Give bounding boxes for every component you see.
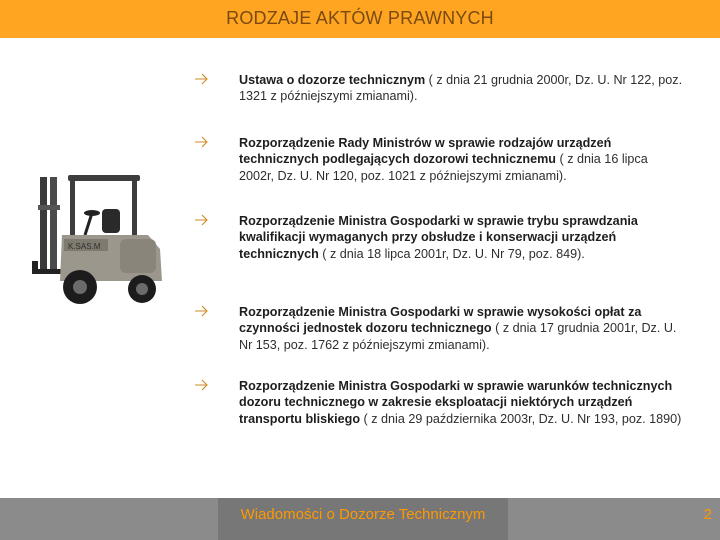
list-item <box>195 304 685 378</box>
legal-acts-list <box>195 72 685 448</box>
item-title: Rozporządzenie Ministra Gospodarki w sprawie trybu sprawdzania kwalifikacji wymaganych przy obsłudze i konserwacji urządzeń technicznych <box>239 214 638 261</box>
item-title: Rozporządzenie Rady Ministrów w sprawie rodzajów urządzeń technicznych podlegających dozorowi technicznemu <box>239 136 612 167</box>
svg-text:K.SAS.M: K.SAS.M <box>68 242 101 251</box>
arrow-bullet-icon <box>195 305 209 317</box>
item-title: Ustawa o dozorze technicznym <box>239 73 426 87</box>
arrow-bullet-icon <box>195 136 209 148</box>
list-item <box>195 213 685 304</box>
item-details: ( z dnia 17 grudnia 2001r, Dz. U. Nr 153, poz. 1762 z późniejszymi zmianami). <box>239 321 677 352</box>
page-number: 2 <box>703 506 712 523</box>
item-title: Rozporządzenie Ministra Gospodarki w sprawie warunków technicznych dozoru technicznego w zakresie eksploatacji niektórych urządzeń transportu bliskiego <box>239 379 673 426</box>
list-item <box>195 72 685 135</box>
item-details: ( z dnia 21 grudnia 2000r, Dz. U. Nr 122, poz. 1321 z późniejszymi zmianami). <box>239 73 683 104</box>
list-item <box>195 135 685 213</box>
item-details: ( z dnia 18 lipca 2001r, Dz. U. Nr 79, poz. 849). <box>318 246 585 261</box>
arrow-bullet-icon <box>195 379 209 391</box>
item-details: ( z dnia 16 lipca 2002r, Dz. U. Nr 120, poz. 1021 z późniejszymi zmianami). <box>239 152 648 183</box>
slide-title: RODZAJE AKTÓW PRAWNYCH <box>226 8 494 28</box>
arrow-bullet-icon <box>195 73 209 85</box>
list-item <box>195 378 685 448</box>
item-details: ( z dnia 29 października 2003r, Dz. U. Nr 193, poz. 1890) <box>360 411 682 426</box>
forklift-icon <box>30 165 170 310</box>
item-title: Rozporządzenie Ministra Gospodarki w sprawie wysokości opłat za czynności jednostek dozoru technicznego <box>239 305 642 336</box>
arrow-bullet-icon <box>195 214 209 226</box>
footer-title: Wiadomości o Dozorze Technicznym <box>240 506 486 523</box>
